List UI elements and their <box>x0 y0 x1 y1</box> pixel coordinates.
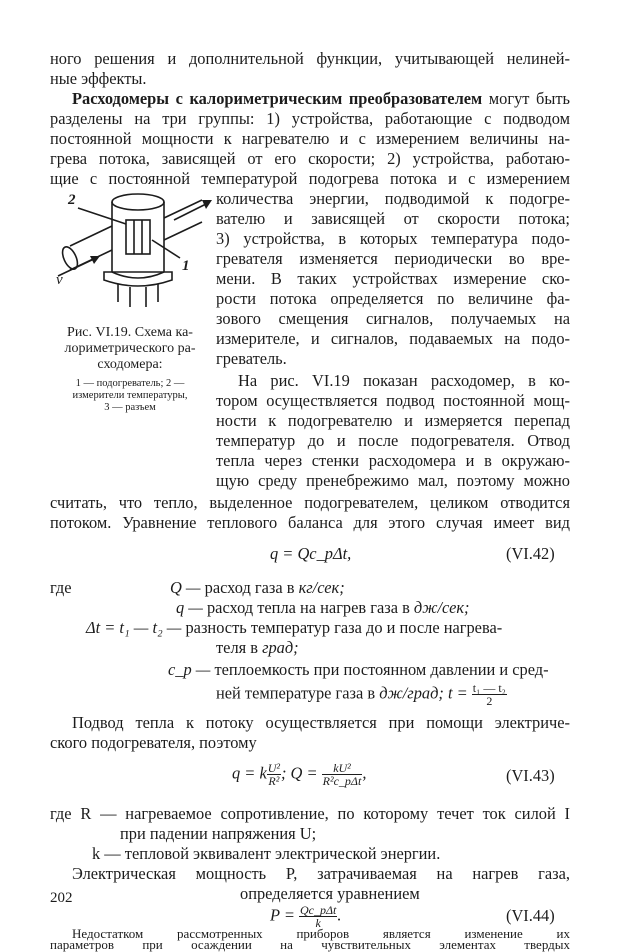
text-line: зового смещения сигналов, получаемых на <box>216 309 570 328</box>
figure-legend: измерители температуры, <box>72 390 188 401</box>
equation-vi-43: q = k $\frac{\text{U²}}{\text{R²}}$ ; Q = $\frac{\text{kU²}}{\text{R²c\_pΔt}}$ , <box>232 761 367 788</box>
definition-cp: c_p — теплоемкость при постоянном давлении и сред- <box>168 660 549 679</box>
section-heading-line <box>72 89 570 109</box>
flowmeter-figure <box>56 180 214 320</box>
text-line: ного решения и дополнительной функции, учитывающей нелиней- <box>50 49 570 68</box>
equation-vi-44: P = $\frac{\text{Qc\_pΔt}}{k}$ . <box>270 903 342 930</box>
text-line: ского подогревателя, поэтому <box>50 733 257 752</box>
page-number: 202 <box>50 890 73 906</box>
cylinder-top <box>112 194 164 210</box>
text-line: ные эффекты. <box>50 69 147 88</box>
text-line: где R — нагреваемое сопротивление, по которому течет ток силой I <box>50 804 570 823</box>
text-line: k — тепловой эквивалент электрической энергии. <box>92 844 441 863</box>
definition-q-heat: q — расход тепла на нагрев газа в дж/сек; <box>176 598 470 617</box>
label-1: 1 <box>182 258 190 274</box>
figure-caption: сходомера: <box>97 357 163 372</box>
text-line: постоянной мощности к нагревателю и с измерением величины на- <box>50 129 570 148</box>
text-line: считать, что тепло, выделенное подогревателем, целиком отводится <box>50 493 570 512</box>
text-line: температур до и после подогревателя. Отвод <box>216 431 570 450</box>
text-line: потоком. Уравнение теплового баланса для этого случая имеет вид <box>50 513 570 532</box>
text-line: определяется уравнением <box>240 884 420 903</box>
where-word: где <box>50 578 72 597</box>
leader-2 <box>78 208 126 224</box>
figure-caption: Рис. VI.19. Схема ка- <box>67 325 193 340</box>
text-line: измерителе, и сигналов, подаваемых на подо- <box>216 329 570 348</box>
text-line: гревателя изменяется периодически во вре- <box>216 249 570 268</box>
flow-pipe-in <box>70 226 112 270</box>
base-plate <box>104 272 172 286</box>
figure-legend: 3 — разъем <box>104 402 156 413</box>
definition-q-flow: Q — расход газа в кг/сек; <box>170 578 345 597</box>
text-line: Электрическая мощность P, затрачиваемая на нагрев газа, <box>72 864 570 883</box>
section-heading: Расходомеры с калориметрическим преобразователем <box>72 89 483 108</box>
text-line: На рис. VI.19 показан расходомер, в ко- <box>238 371 570 390</box>
text-line: количества энергии, подводимой к подогре- <box>216 189 570 208</box>
definition-cp-cont: ней температуре газа в дж/град; t = $\frac{\text{t₁ — t₂}}{2}$ <box>216 681 506 708</box>
definition-delta-t: Δt = t₁ — t₂ — разность температур газа до и после нагрева- <box>86 618 503 637</box>
text-line: щие с постоянной температурой подогрева потока и с измерением <box>50 169 570 188</box>
text-line: греватель. <box>216 349 287 368</box>
text-line: рости потока определяется по величине фа- <box>216 289 570 308</box>
equation-vi-42: q = Qc_pΔt, <box>270 544 352 563</box>
text-line: разделены на три группы: 1) устройства, работающие с подводом <box>50 109 570 128</box>
text-line: вателю и зависящей от скорости потока; <box>216 209 570 228</box>
text-line: при падении напряжения U; <box>120 824 317 843</box>
cylinder-bottom <box>112 272 164 278</box>
figure-caption: лориметрического ра- <box>64 341 196 356</box>
text-line: тором осуществляется подвод постоянной мощ- <box>216 391 570 410</box>
text-line: параметров при осаждении на чувствительных элементах твердых <box>50 937 570 952</box>
text-line: 3) устройства, в которых температура подо- <box>216 229 570 248</box>
text-line: Недостатком рассмотренных приборов является изменение их <box>72 926 570 941</box>
equation-number: (VI.42) <box>506 544 555 563</box>
heater-element <box>126 220 150 254</box>
definition-delta-t-cont: теля в град; <box>216 638 299 657</box>
text-line: Подвод тепла к потоку осуществляется при помощи электриче- <box>72 713 570 732</box>
text-line: грева потока, зависящей от его скорости; 2) устройства, работаю- <box>50 149 570 168</box>
text-line: ности к подогревателю и измеряется перепад <box>216 411 570 430</box>
equation-number: (VI.44) <box>506 906 555 925</box>
equation-number: (VI.43) <box>506 766 555 785</box>
figure-legend: 1 — подогреватель; 2 — <box>75 378 185 389</box>
flow-pipe-out <box>164 200 202 240</box>
label-v: v <box>56 272 63 288</box>
label-2: 2 <box>68 192 76 208</box>
text-line: мени. В таких устройствах измерение ско- <box>216 269 570 288</box>
heading-continuation: могут быть <box>482 89 570 108</box>
text-line: щую среду пренебрежимо мал, поэтому можно <box>216 471 570 490</box>
text-line: тепла через стенки расходомера и в окружаю- <box>216 451 570 470</box>
leader-1 <box>152 240 180 258</box>
